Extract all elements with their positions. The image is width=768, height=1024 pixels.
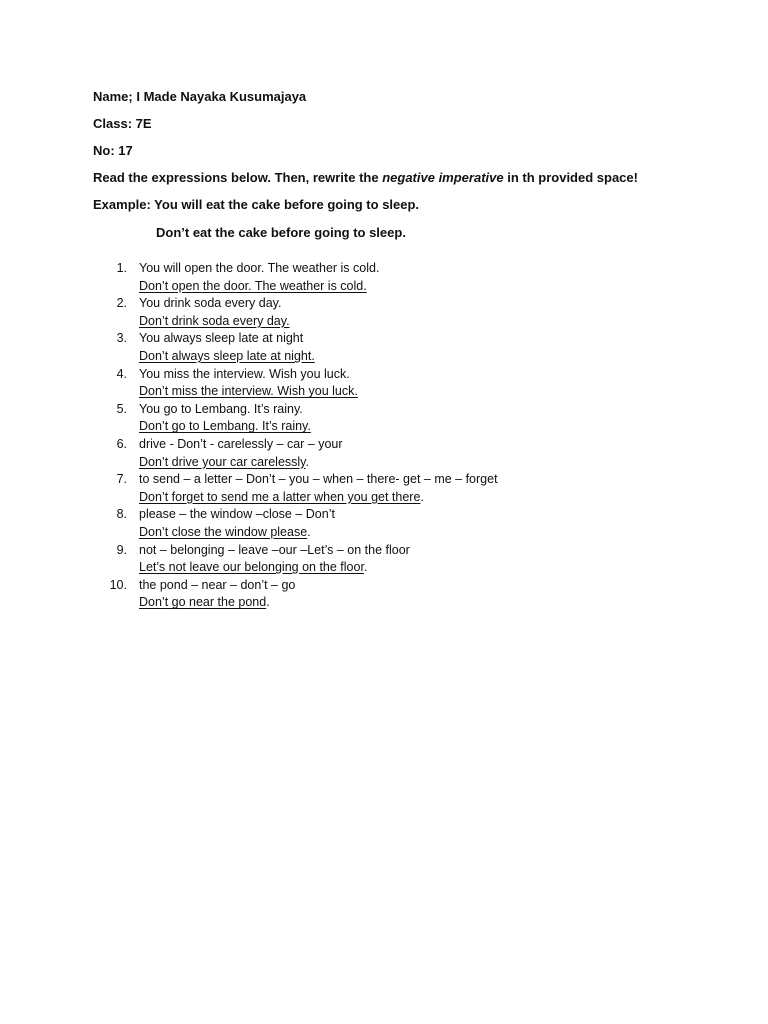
item-number: 10.	[109, 577, 127, 592]
item-answer: Don’t go to Lembang. It’s rainy.	[139, 419, 311, 434]
item-number: 4.	[116, 366, 127, 381]
item-number: 7.	[116, 472, 127, 487]
instruction	[93, 170, 638, 186]
item-answer: Don’t open the door. The weather is cold.	[139, 278, 367, 293]
item-number: 1.	[116, 261, 127, 275]
instruction-text-before: Read the expressions below. Then, rewrite the	[93, 170, 383, 185]
item-number: 6.	[116, 436, 127, 451]
list-item	[100, 260, 660, 295]
item-answer-tail: .	[305, 454, 309, 469]
item-answer-tail: .	[307, 524, 311, 539]
item-number: 2.	[116, 296, 127, 311]
item-answer-tail: .	[363, 560, 368, 575]
item-number: 5.	[116, 401, 127, 416]
student-name: Name; I Made Nayaka Kusumajaya	[93, 89, 307, 104]
item-answer: Don’t forget to send me a latter when you get there	[139, 489, 421, 504]
list-item	[100, 577, 660, 612]
item-question: not – belonging – leave –our –Let’s – on the floor	[139, 542, 410, 557]
item-answer: Don’t drink soda every day.	[139, 313, 290, 328]
item-answer: Don’t go near the pond	[139, 595, 267, 610]
item-question: You drink soda every day.	[139, 296, 282, 311]
exercise-list	[100, 260, 660, 612]
item-answer: Let’s not leave our belonging on the floor	[139, 560, 364, 575]
item-answer: Don’t close the window please	[139, 524, 308, 539]
example-question: Example: You will eat the cake before going to sleep.	[93, 197, 420, 212]
instruction-emphasis: negative imperative	[382, 170, 504, 185]
item-answer: Don’t always sleep late at night.	[139, 348, 315, 363]
item-question: You always sleep late at night	[139, 331, 304, 346]
student-class: Class: 7E	[93, 116, 152, 131]
item-question: the pond – near – don’t – go	[139, 577, 296, 592]
list-item	[100, 542, 660, 577]
item-number: 9.	[116, 542, 127, 557]
example-answer: Don’t eat the cake before going to sleep.	[156, 225, 406, 240]
item-question: to send – a letter – Don’t – you – when – there- get – me – forget	[139, 472, 498, 487]
item-question: You will open the door. The weather is cold.	[139, 261, 380, 275]
instruction-text-after: in th provided space!	[503, 170, 638, 185]
item-answer: Don’t drive your car carelessly	[139, 454, 306, 469]
list-item	[100, 506, 660, 541]
item-question: You miss the interview. Wish you luck.	[139, 366, 350, 381]
list-item	[100, 330, 660, 365]
item-question: please – the window –close – Don’t	[139, 507, 335, 522]
item-answer-tail: .	[420, 489, 424, 504]
list-item	[100, 436, 660, 471]
item-question: You go to Lembang. It’s rainy.	[139, 401, 303, 416]
item-answer-tail: .	[266, 595, 270, 610]
list-item	[100, 401, 660, 436]
item-question: drive - Don’t - carelessly – car – your	[139, 436, 343, 451]
list-item	[100, 295, 660, 330]
item-number: 8.	[116, 507, 127, 522]
item-answer: Don’t miss the interview. Wish you luck.	[139, 384, 358, 399]
student-number: No: 17	[93, 143, 133, 158]
list-item	[100, 471, 660, 506]
list-item	[100, 366, 660, 401]
item-number: 3.	[116, 331, 127, 346]
